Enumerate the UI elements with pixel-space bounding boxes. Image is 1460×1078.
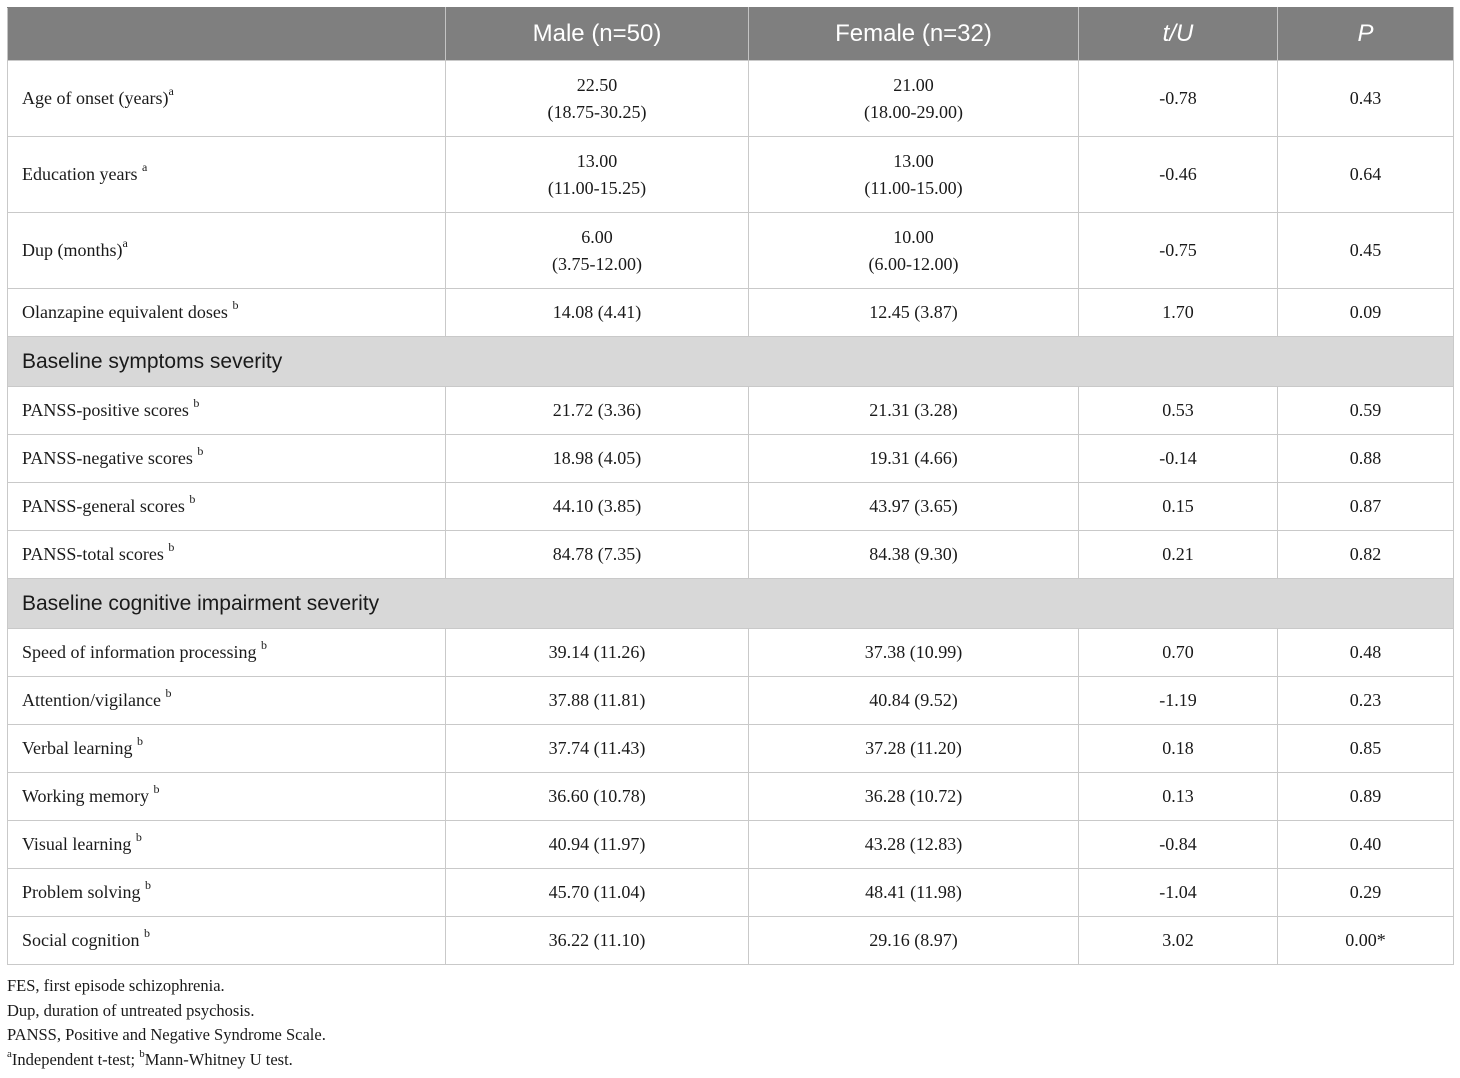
- table-row: [8, 725, 1454, 773]
- table-row: [8, 289, 1454, 337]
- t-value: -0.14: [1079, 435, 1278, 483]
- male-value: 36.60 (10.78): [446, 773, 749, 821]
- t-value: 1.70: [1079, 289, 1278, 337]
- row-label: Olanzapine equivalent doses $^b$: [8, 289, 446, 337]
- t-value: -0.78: [1079, 61, 1278, 137]
- t-value: 0.53: [1079, 387, 1278, 435]
- female-value: 37.38 (10.99): [749, 629, 1079, 677]
- female-value: 36.28 (10.72): [749, 773, 1079, 821]
- table-row: [8, 435, 1454, 483]
- t-value: -0.84: [1079, 821, 1278, 869]
- table-row: [8, 677, 1454, 725]
- female-value: 37.28 (11.20): [749, 725, 1079, 773]
- female-value: 84.38 (9.30): [749, 531, 1079, 579]
- header-female: Female (n=32): [749, 8, 1079, 61]
- table-row: [8, 629, 1454, 677]
- row-label: PANSS-positive scores $^b$: [8, 387, 446, 435]
- footnote-tests: $^a$Independent t-test; $^b$Mann-Whitney U test.: [7, 1048, 293, 1069]
- table-row: [8, 773, 1454, 821]
- header-male: Male (n=50): [446, 8, 749, 61]
- footnote-panss: PANSS, Positive and Negative Syndrome Scale.: [7, 1025, 326, 1044]
- row-label: Age of onset (years)$^a$: [8, 61, 446, 137]
- table-row: [8, 483, 1454, 531]
- header-t-u: t/U: [1079, 8, 1278, 61]
- t-value: 0.18: [1079, 725, 1278, 773]
- t-value: 0.15: [1079, 483, 1278, 531]
- p-value: 0.23: [1278, 677, 1454, 725]
- t-value: -0.75: [1079, 213, 1278, 289]
- male-value: 21.72 (3.36): [446, 387, 749, 435]
- section-title-cognitive: Baseline cognitive impairment severity: [8, 579, 1454, 629]
- row-label: Working memory $^b$: [8, 773, 446, 821]
- p-value: 0.87: [1278, 483, 1454, 531]
- p-value: 0.00*: [1278, 917, 1454, 965]
- header-variable: [8, 8, 446, 61]
- table-row: [8, 137, 1454, 213]
- male-value: 37.74 (11.43): [446, 725, 749, 773]
- female-value: 40.84 (9.52): [749, 677, 1079, 725]
- section-header-row: [8, 579, 1454, 629]
- male-value: 39.14 (11.26): [446, 629, 749, 677]
- p-value: 0.59: [1278, 387, 1454, 435]
- male-value: 44.10 (3.85): [446, 483, 749, 531]
- p-value: 0.89: [1278, 773, 1454, 821]
- footnote-fes: FES, first episode schizophrenia.: [7, 976, 225, 995]
- p-value: 0.88: [1278, 435, 1454, 483]
- t-value: -1.04: [1079, 869, 1278, 917]
- table-header-row: [8, 8, 1454, 61]
- p-value: 0.45: [1278, 213, 1454, 289]
- table-row: [8, 61, 1454, 137]
- t-value: 3.02: [1079, 917, 1278, 965]
- female-value: 21.31 (3.28): [749, 387, 1079, 435]
- row-label: Attention/vigilance $^b$: [8, 677, 446, 725]
- male-value: 40.94 (11.97): [446, 821, 749, 869]
- header-p: P: [1278, 8, 1454, 61]
- table-footnotes: [7, 974, 1453, 1072]
- male-value: 14.08 (4.41): [446, 289, 749, 337]
- p-value: 0.64: [1278, 137, 1454, 213]
- male-value: 36.22 (11.10): [446, 917, 749, 965]
- t-value: -1.19: [1079, 677, 1278, 725]
- male-value: 22.50 (18.75-30.25): [446, 61, 749, 137]
- male-value: 18.98 (4.05): [446, 435, 749, 483]
- table-row: [8, 531, 1454, 579]
- p-value: 0.48: [1278, 629, 1454, 677]
- male-value: 6.00 (3.75-12.00): [446, 213, 749, 289]
- row-label: PANSS-general scores $^b$: [8, 483, 446, 531]
- female-value: 48.41 (11.98): [749, 869, 1079, 917]
- footnote-dup: Dup, duration of untreated psychosis.: [7, 1000, 255, 1020]
- row-label: Speed of information processing $^b$: [8, 629, 446, 677]
- female-value: 13.00 (11.00-15.00): [749, 137, 1079, 213]
- male-value: 13.00 (11.00-15.25): [446, 137, 749, 213]
- row-label: Verbal learning $^b$: [8, 725, 446, 773]
- p-value: 0.82: [1278, 531, 1454, 579]
- table-row: [8, 213, 1454, 289]
- female-value: 10.00 (6.00-12.00): [749, 213, 1079, 289]
- table-row: [8, 869, 1454, 917]
- symptoms-group: [8, 387, 1454, 579]
- female-value: 43.97 (3.65): [749, 483, 1079, 531]
- male-value: 37.88 (11.81): [446, 677, 749, 725]
- cognitive-group: [8, 629, 1454, 965]
- p-value: 0.43: [1278, 61, 1454, 137]
- male-value: 84.78 (7.35): [446, 531, 749, 579]
- p-value: 0.09: [1278, 289, 1454, 337]
- p-value: 0.85: [1278, 725, 1454, 773]
- row-label: Dup (months)$^a$: [8, 213, 446, 289]
- row-label: Problem solving $^b$: [8, 869, 446, 917]
- table-container: [7, 7, 1453, 965]
- table-row: [8, 387, 1454, 435]
- p-value: 0.40: [1278, 821, 1454, 869]
- table-row: [8, 917, 1454, 965]
- t-value: -0.46: [1079, 137, 1278, 213]
- row-label: PANSS-total scores $^b$: [8, 531, 446, 579]
- female-value: 19.31 (4.66): [749, 435, 1079, 483]
- table-row: [8, 821, 1454, 869]
- female-value: 21.00 (18.00-29.00): [749, 61, 1079, 137]
- female-value: 12.45 (3.87): [749, 289, 1079, 337]
- section-title-symptoms: Baseline symptoms severity: [8, 337, 1454, 387]
- demographics-table: [7, 7, 1454, 965]
- t-value: 0.70: [1079, 629, 1278, 677]
- row-label: Education years $^a$: [8, 137, 446, 213]
- male-value: 45.70 (11.04): [446, 869, 749, 917]
- row-label: Visual learning $^b$: [8, 821, 446, 869]
- female-value: 43.28 (12.83): [749, 821, 1079, 869]
- t-value: 0.21: [1079, 531, 1278, 579]
- row-label: Social cognition $^b$: [8, 917, 446, 965]
- p-value: 0.29: [1278, 869, 1454, 917]
- row-label: PANSS-negative scores $^b$: [8, 435, 446, 483]
- t-value: 0.13: [1079, 773, 1278, 821]
- section-header-row: [8, 337, 1454, 387]
- female-value: 29.16 (8.97): [749, 917, 1079, 965]
